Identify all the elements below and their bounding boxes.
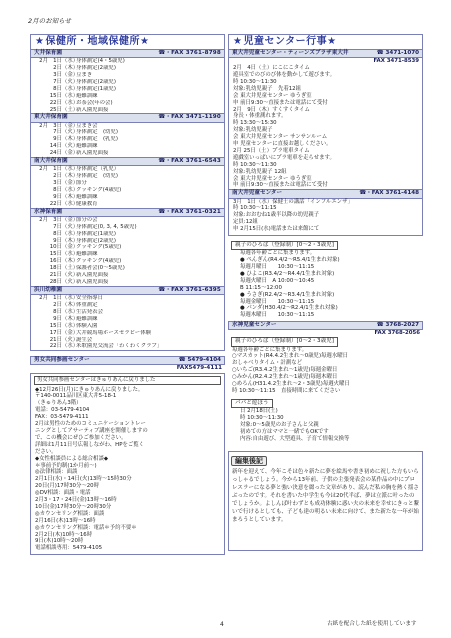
text-line: 申 2月15日(水)電話または来館にて: [233, 226, 320, 233]
event-month: [34, 107, 48, 114]
event-month: [34, 194, 48, 201]
event-title: 大井競馬場ホースセラピー体験: [76, 329, 151, 336]
event-weekday: （水）: [62, 308, 79, 315]
event-month: 2月: [39, 216, 48, 223]
event-weekday: （木）: [62, 301, 79, 308]
text-line: 2月3・17・24日(金)13時〜16時: [35, 497, 117, 504]
event-weekday: （火）: [62, 279, 79, 285]
event-weekday: （金）: [62, 216, 79, 223]
event-title: 身体測定（乳児）: [76, 166, 120, 173]
event-weekday: （金）: [62, 329, 79, 336]
event-title: 身体測定 (乳児): [76, 136, 118, 143]
text-line: 遊戯室いっぱいにプラ電車を走らせます。: [233, 154, 335, 161]
text-line: 10日(金)17時30分〜20時30分: [35, 503, 112, 510]
event-row: [31, 100, 224, 107]
event-weekday: （土）: [62, 106, 79, 113]
text-line: 身長・体重測れます。: [233, 113, 287, 120]
event-title: 避難訓練: [76, 193, 98, 200]
text-line: 会 東大井児童センター ゆうぎ室: [233, 92, 312, 99]
event-month: [34, 136, 48, 143]
event-title: 安全指導日: [76, 295, 103, 302]
event-day: 22日: [49, 99, 62, 106]
event-day: 3日: [53, 216, 62, 223]
event-title: 身体測定(1歳児): [76, 85, 116, 92]
text-line: 時 10:30〜11:30: [233, 78, 277, 85]
minamiooi-events: [229, 199, 422, 236]
event-weekday: （水）: [62, 186, 79, 193]
event-title: 誕生会: [76, 336, 93, 343]
text-line: 毎週各年齢ごとに集まります。: [240, 250, 316, 257]
event-day: 7日: [53, 129, 62, 136]
text-line: 内容:自由遊び、大型遊具、子育て情報交換等: [240, 435, 350, 442]
event-weekday: （水）: [62, 230, 79, 237]
suijin-fax: FAX 3768-2056: [374, 330, 420, 337]
event-day: 9日: [53, 315, 62, 322]
event-row: [31, 150, 224, 157]
event-row: [31, 217, 224, 224]
text-line: ◎DV相談：面談・電話: [35, 490, 91, 497]
text-line: 詳細は1月11日号広報しながわ、HPをご覧く: [35, 441, 145, 448]
event-day: 9日: [53, 237, 62, 244]
text-line: 2月 4日（土）にこにこタイム: [233, 65, 310, 72]
event-day: 18日: [49, 265, 62, 272]
event-weekday: （木）: [62, 136, 79, 143]
event-row: [31, 302, 224, 309]
event-title: 身体測定 (幼児): [76, 129, 118, 136]
event-month: [34, 65, 48, 72]
nursery-events-box: [30, 49, 225, 351]
event-row: [31, 187, 224, 194]
event-month: [34, 187, 48, 194]
text-line: 申 児童センターに直接お越しください。: [233, 141, 332, 148]
text-line: 毎週月曜日 10:30〜11:15: [240, 264, 315, 271]
event-title: 豆まき: [76, 71, 93, 78]
event-month: [34, 343, 48, 350]
facility-name: 大井保育園: [34, 50, 62, 56]
event-title: 避難訓練: [76, 315, 98, 322]
event-title: 健康教育: [76, 200, 98, 207]
text-line: 20日(月)17時30分〜20時: [35, 483, 99, 490]
event-day: 1日: [53, 58, 62, 65]
text-line: 遊具室でのびのび体を動かして遊びます。: [233, 71, 335, 78]
event-day: 1日: [53, 295, 62, 302]
event-month: [34, 316, 48, 323]
text-line: ● パンダ(H30.4/2〜R2.4/1生まれ対象): [240, 305, 338, 312]
text-line: 対象:乳幼児親子 12組: [233, 168, 287, 175]
event-day: 8日: [53, 230, 62, 237]
text-line: 毎週各年齢ごとに集まります。: [232, 346, 308, 353]
event-row: [31, 86, 224, 93]
event-day: 7日: [53, 78, 62, 85]
event-title: 身体測定(2歳児): [76, 65, 116, 72]
text-line: 対象:乳幼児親子 先着12組: [233, 85, 301, 92]
facility-tel: ☎・FAX 3471-1190: [158, 114, 221, 121]
text-line: ◎法律相談：面談: [35, 469, 78, 476]
event-title: 新入園児面接: [76, 150, 109, 157]
event-title: クッキング(5歳児): [76, 244, 122, 251]
text-line: 定員:12組: [233, 219, 258, 226]
event-month: [34, 224, 48, 231]
event-row: [31, 279, 224, 286]
facility-name: 東大井保育園: [34, 114, 68, 121]
event-weekday: （火）: [62, 129, 79, 136]
facility-header: [31, 113, 224, 122]
text-line: ○いちご(R3.4.2生まれ〜1歳児)毎週金曜日: [232, 367, 338, 374]
event-title: 避難訓練: [76, 143, 98, 150]
oyako-hiroba-1: [228, 239, 423, 319]
event-day: 1日: [53, 166, 62, 173]
recycled-paper-note: 古紙を配合した紙を使用しています: [327, 621, 417, 627]
event-day: 8日: [53, 85, 62, 92]
event-day: 3日: [53, 180, 62, 187]
oyako-tag-2: 親子のひろば（登録制）[0〜2・3歳児]: [231, 337, 338, 346]
editorial-text: 新年を迎えて、今年こそは色々新たに夢を絵馬や書き初めに祝した方もいらっしゃるでしょう。今から13年前、子供の主張発表会の某作品の中にプロレスラーになる夢と強い決意を綴った文章があり、読んだ私の胸を熱く揺さぶったのです。それを書いた中学生も今は20代半ば、夢は立派に叶ったのでしょうか。よしんば叶わずとも成功体験に惑い夫の未来を幸せにきっと繋いで行けるとしても、子ども達の明るい未来に向けて、また新たな一年が始まろうとしています。: [232, 469, 420, 524]
event-day: 21日: [49, 336, 62, 343]
text-line: 9日(木)10時〜20時: [35, 538, 84, 545]
event-row: [31, 231, 224, 238]
event-weekday: （火）: [62, 272, 79, 279]
facility-header: [31, 157, 224, 166]
event-weekday: （火）: [62, 336, 79, 343]
star-icon: ★: [139, 35, 150, 47]
event-month: [34, 279, 48, 286]
event-row: [31, 316, 224, 323]
higashiooi-events: [229, 65, 422, 189]
event-month: [34, 231, 48, 238]
event-row: [31, 330, 224, 337]
event-day: 14日: [49, 143, 62, 150]
text-line: （きゅりあん3階）: [35, 400, 82, 407]
event-month: [34, 79, 48, 86]
text-line: 2月2日(木)10時〜16時: [35, 531, 93, 538]
text-line: 時 10:30〜11:30: [240, 414, 284, 421]
event-day: 7日: [53, 223, 62, 230]
event-day: 2日: [53, 301, 62, 308]
event-weekday: （木）: [62, 65, 79, 72]
suijin-center-block: [228, 321, 423, 442]
event-weekday: （水）: [62, 295, 79, 302]
gender-center-notice: 男女共同参画センターはきゅりあんに戻りました: [34, 376, 221, 385]
text-line: ○マスカット(R4.4.2生まれ〜0歳児)毎週水曜日: [232, 353, 348, 360]
text-line: 毎週火曜日 A 10:00〜10:45: [240, 277, 315, 284]
papa-tag: パパと遊ぼう: [231, 399, 273, 408]
text-line: 2月1日(水)・14日(火)13時〜15時30分: [35, 476, 132, 483]
text-line: ● ひよこ(R3.4/2〜R4.4/1生まれ対象): [240, 270, 335, 277]
text-line: 〒140-0011品川区東大井5-18-1: [35, 393, 117, 400]
event-title: クッキング(4歳児): [76, 258, 122, 265]
event-month: 2月: [39, 122, 48, 129]
gender-center-header: 男女共同参画センター ☎ 5479-4104: [30, 356, 225, 365]
facility-name: 水神保育園: [34, 208, 62, 215]
event-month: [34, 86, 48, 93]
event-row: [31, 72, 224, 79]
event-title: 身体測定(2歳児): [76, 237, 116, 244]
facility-tel: ☎・FAX 3761-6395: [158, 286, 221, 293]
event-day: 24日: [49, 150, 62, 157]
section-title-hoikuen: ★ 保健所・地域保健所 ★: [30, 34, 225, 49]
event-weekday: （火）: [62, 143, 79, 150]
event-month: 2月: [39, 58, 48, 65]
event-month: [34, 173, 48, 180]
event-weekday: （水）: [62, 58, 79, 65]
text-line: 2月 25日（土）プラ電車タイム: [233, 147, 310, 154]
text-line: 毎週木曜日 10:30〜11:15: [240, 312, 315, 319]
text-line: 対象:乳幼児親子: [233, 127, 273, 134]
event-weekday: （火）: [62, 223, 79, 230]
event-weekday: （金）: [62, 122, 79, 129]
event-month: [34, 330, 48, 337]
event-weekday: （水）: [62, 200, 79, 207]
text-line: 時 10:30〜11:15: [233, 205, 277, 212]
text-line: 電話相談専用：5479-4105: [35, 545, 103, 552]
text-line: ＊事前予約制(1か月前〜): [35, 462, 97, 469]
event-row: [31, 224, 224, 231]
event-title: 避難訓練: [76, 92, 98, 99]
text-line: ○みかん(R2.4.2生まれ〜1歳児)毎週木曜日: [232, 374, 338, 381]
text-line: 申 前日9:30〜直接または電話にて受付: [233, 182, 328, 189]
event-title: 新入園児面接: [76, 272, 109, 279]
event-month: [34, 302, 48, 309]
event-title: 身体測定(4・5歳児): [76, 58, 125, 65]
event-weekday: （水）: [62, 251, 79, 258]
event-title: クッキング(4歳児): [76, 186, 122, 193]
higashiooi-center-header: 東大井児童センター・ティーンズプラザ東大井 ☎ 3471-1070: [229, 50, 422, 58]
page-number: 4: [220, 621, 224, 628]
event-month: [34, 143, 48, 150]
gender-center-block: [30, 356, 225, 555]
higashiooi-fax: FAX 3471-8539: [373, 58, 419, 65]
text-line: 電話：03-5479-4104: [35, 407, 90, 414]
event-title: 節分の会: [76, 216, 98, 223]
text-line: ◎カウンセリング相談：面談: [35, 510, 105, 517]
text-line: 対象:0〜5歳児のお子さんと父親: [240, 421, 319, 428]
event-weekday: （金）: [62, 180, 79, 187]
event-title: 身体測定(0, 3, 4, 5歳児): [76, 223, 137, 230]
event-day: 2日: [53, 65, 62, 72]
text-line: FAX：03-5479-4111: [35, 414, 89, 421]
event-day: 16日: [49, 258, 62, 265]
event-title: 保護者会(0〜5歳児): [76, 265, 125, 272]
event-month: [34, 323, 48, 330]
event-day: 21日: [49, 272, 62, 279]
event-weekday: （金）: [62, 71, 79, 78]
event-month: [34, 93, 48, 100]
event-weekday: （土）: [62, 265, 79, 272]
facility-tel: ☎・FAX 3761-6543: [158, 158, 221, 165]
text-line: 2月は男性のためのコミュニケーショントレー: [35, 421, 146, 428]
event-row: [31, 323, 224, 330]
event-title: 身体測定 (幼児): [76, 173, 118, 180]
text-line: 申 前日9:30〜直接または電話にて受付: [233, 99, 328, 106]
event-weekday: （金）: [62, 244, 79, 251]
left-column: [30, 34, 225, 555]
text-line: ニングとしてアサーティブ講座を開催しますの: [35, 427, 148, 434]
event-weekday: （木）: [62, 193, 79, 200]
text-line: ● ぺんぎん(R4.4/2〜R5.4/1生まれ対象): [240, 257, 340, 264]
event-month: [34, 265, 48, 272]
event-day: 2日: [53, 173, 62, 180]
text-line: 2月 9日（木）すくすくタイム: [233, 106, 310, 113]
event-day: 3日: [53, 122, 62, 129]
event-month: [34, 72, 48, 79]
event-month: [34, 258, 48, 265]
text-line: ◆12月26日(月)にきゅりあんに戻りました。: [35, 386, 144, 393]
event-title: 体験入園: [76, 322, 98, 329]
suijin-center-header: 水神児童センター ☎ 3768-2027: [228, 321, 423, 330]
text-line: 時 10:30〜11:15 直接時間に来てください: [232, 387, 341, 394]
event-day: 3日: [53, 71, 62, 78]
event-weekday: （金）: [62, 150, 79, 157]
event-day: 10日: [49, 244, 62, 251]
event-row: [31, 93, 224, 100]
oyako-lines-2: [228, 347, 423, 395]
event-day: 22日: [49, 200, 62, 207]
text-line: 時 10:30〜11:30: [233, 161, 277, 168]
text-line: 会 東大井児童センター サンサンルーム: [233, 134, 328, 141]
text-line: 時 13:30〜15:30: [233, 120, 277, 127]
event-month: [34, 309, 48, 316]
event-row: [31, 107, 224, 114]
event-row: [31, 79, 224, 86]
event-month: 2月: [39, 295, 48, 302]
star-icon: ★: [35, 35, 45, 47]
star-icon: ★: [233, 35, 243, 47]
facility-tel: ☎・FAX 3761-8798: [158, 50, 221, 56]
event-month: [34, 201, 48, 208]
text-line: ◆女性相談員による総合相談◆: [35, 455, 108, 462]
text-line: ◎カウンセリング相談：電話＊予約不要＊: [35, 524, 137, 531]
event-weekday: （火）: [62, 78, 79, 85]
event-day: 17日: [49, 329, 62, 336]
gender-center-fax: FAX5479-4111: [176, 365, 222, 372]
editorial-title: 編集後記: [231, 456, 267, 467]
text-line: おしゃべりタイム・計測など: [232, 360, 302, 367]
editorial-box: [228, 451, 423, 551]
event-day: 28日: [49, 279, 62, 285]
children-center-box: [228, 49, 423, 236]
event-month: [34, 272, 48, 279]
event-day: 22日: [49, 343, 62, 350]
event-day: 15日: [49, 251, 62, 258]
facility-tel: ☎・FAX 3761-0321: [158, 208, 221, 215]
text-line: 2月16日(木)13時〜16時: [35, 517, 96, 524]
oyako-tag-1: 親子のひろば（登録制）[0〜2・3歳児]: [231, 241, 338, 250]
right-column: [228, 34, 423, 551]
event-title: 米歌園児交流会「わくわくクラブ」: [76, 343, 163, 350]
event-weekday: （木）: [62, 173, 79, 180]
text-line: ● うさぎ(R2.4/2〜R3.4/1生まれ対象): [240, 291, 335, 298]
text-line: B 11:15〜12:00: [240, 284, 282, 291]
event-title: 節分: [76, 180, 87, 187]
minamiooi-center-header: 南大井児童センター ☎・FAX 3761-4148: [229, 189, 422, 198]
event-weekday: （木）: [62, 258, 79, 265]
event-weekday: （水）: [62, 85, 79, 92]
event-month: [34, 238, 48, 245]
event-row: [31, 343, 224, 350]
event-month: [34, 100, 48, 107]
text-line: 初めての方はママと一緒でもOKです: [240, 428, 329, 435]
event-row: [31, 180, 224, 187]
text-line: 3月 1日（水）保健士の講話「インフルエンザ」: [233, 198, 353, 205]
event-title: お茶会(年の会): [76, 99, 113, 106]
facility-header: [31, 208, 224, 217]
event-day: 9日: [53, 193, 62, 200]
event-weekday: （木）: [62, 315, 79, 322]
event-title: 身体測定(1歳児): [76, 230, 116, 237]
event-month: [34, 251, 48, 258]
event-row: [31, 194, 224, 201]
event-weekday: （水）: [62, 322, 79, 329]
text-line: 対象:おおむね1歳半以降の幼児親子: [233, 212, 320, 219]
gender-center-lines: [31, 387, 224, 553]
event-title: 生活発表会: [76, 308, 103, 315]
event-day: 15日: [49, 92, 62, 99]
event-weekday: （水）: [62, 99, 79, 106]
event-day: 15日: [49, 322, 62, 329]
event-title: 体重測定: [76, 301, 98, 308]
event-month: [34, 337, 48, 344]
event-month: [34, 129, 48, 136]
event-title: 身体測定(2歳児): [76, 78, 116, 85]
text-line: 会 東大井児童センター ゆうぎ室: [233, 175, 312, 182]
event-weekday: （木）: [62, 237, 79, 244]
papa-lines: [228, 408, 423, 443]
event-month: [34, 180, 48, 187]
event-title: 新入園児面接: [76, 279, 109, 285]
event-row: [31, 65, 224, 72]
event-row: [31, 272, 224, 279]
event-month: [34, 244, 48, 251]
page-header: 2月のお知らせ: [28, 17, 71, 25]
event-day: 9日: [53, 136, 62, 143]
text-line: 毎週金曜日 10:30〜11:15: [240, 298, 315, 305]
facility-header: [31, 286, 224, 295]
event-title: 豆まき会: [76, 122, 98, 129]
facility-name: 南大井保育園: [34, 158, 68, 165]
event-day: 25日: [49, 106, 62, 113]
event-row: [31, 201, 224, 208]
facility-name: 浜川幼稚園: [34, 286, 62, 293]
event-day: 8日: [53, 308, 62, 315]
text-line: ○めろん(H31.4.2生まれ〜2・3歳児)毎週火曜日: [232, 381, 350, 388]
event-weekday: （水）: [62, 166, 79, 173]
text-line: で、この機会にぜひご参加ください。: [35, 434, 127, 441]
event-row: [31, 309, 224, 316]
section-title-jido: ★ 児童センター行事 ★: [228, 34, 423, 49]
text-line: 日 2月18日(土): [240, 408, 278, 414]
oyako-lines-1: [228, 250, 423, 319]
event-month: [34, 150, 48, 157]
event-weekday: （水）: [62, 92, 79, 99]
text-line: ださい。: [35, 448, 57, 455]
facility-header: [31, 50, 224, 58]
gender-center-box: [30, 373, 225, 556]
event-weekday: （水）: [62, 343, 79, 350]
event-day: 8日: [53, 186, 62, 193]
event-title: 避難訓練: [76, 251, 98, 258]
event-row: [31, 295, 224, 302]
event-month: 2月: [39, 166, 48, 173]
star-icon: ★: [327, 35, 337, 47]
event-title: 新入園児面接: [76, 106, 109, 113]
